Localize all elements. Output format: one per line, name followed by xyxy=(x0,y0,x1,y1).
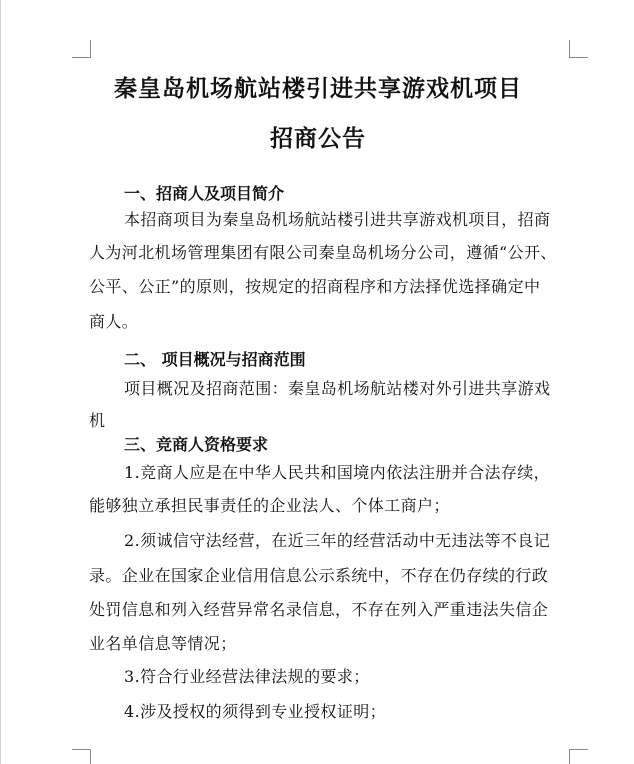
paragraph-line: 本招商项目为秦皇岛机场航站楼引进共享游戏机项目，招商 xyxy=(124,210,551,229)
crop-mark-top-left-v xyxy=(90,40,91,58)
paragraph-line: 商人。 xyxy=(89,312,139,331)
crop-mark-top-right-v xyxy=(569,40,570,58)
paragraph-line: 处罚信息和列入经营异常名录信息，不存在列入严重违法失信企 xyxy=(89,600,549,619)
crop-mark-bottom-right-h xyxy=(570,749,588,750)
paragraph-line: 2.须诚信守法经营，在近三年的经营活动中无违法等不良记 xyxy=(124,531,551,550)
section-heading-1: 一、招商人及项目简介 xyxy=(124,184,285,203)
paragraph-line: 项目概况及招商范围：秦皇岛机场航站楼对外引进共享游戏 xyxy=(124,379,551,398)
crop-mark-bottom-left-h xyxy=(72,749,90,750)
crop-mark-bottom-right-v xyxy=(569,749,570,764)
paragraph-line: 能够独立承担民事责任的企业法人、个体工商户； xyxy=(89,496,450,515)
paragraph-line: 1.竞商人应是在中华人民共和国境内依法注册并合法存续， xyxy=(124,463,551,482)
section-heading-2: 二、 项目概况与招商范围 xyxy=(124,350,306,369)
crop-mark-top-right-h xyxy=(570,57,588,58)
crop-mark-bottom-left-v xyxy=(90,749,91,764)
paragraph-line: 4.涉及授权的须得到专业授权证明； xyxy=(124,702,387,721)
paragraph-line: 人为河北机场管理集团有限公司秦皇岛机场分公司，遵循“公开、 xyxy=(89,243,557,262)
paragraph-line: 公平、公正”的原则，按规定的招商程序和方法择优选择确定中 xyxy=(89,277,541,296)
paragraph-line: 3.符合行业经营法律法规的要求； xyxy=(124,667,370,686)
document-title: 秦皇岛机场航站楼引进共享游戏机项目 xyxy=(114,75,522,102)
paragraph-line: 录。企业在国家企业信用信息公示系统中，不存在仍存续的行政 xyxy=(89,566,549,585)
paragraph-line: 业名单信息等情况； xyxy=(89,634,237,653)
crop-mark-top-left-h xyxy=(72,57,90,58)
paragraph-line: 机 xyxy=(89,411,106,430)
section-heading-3: 三、竞商人资格要求 xyxy=(124,435,269,454)
document-subtitle: 招商公告 xyxy=(270,125,366,152)
